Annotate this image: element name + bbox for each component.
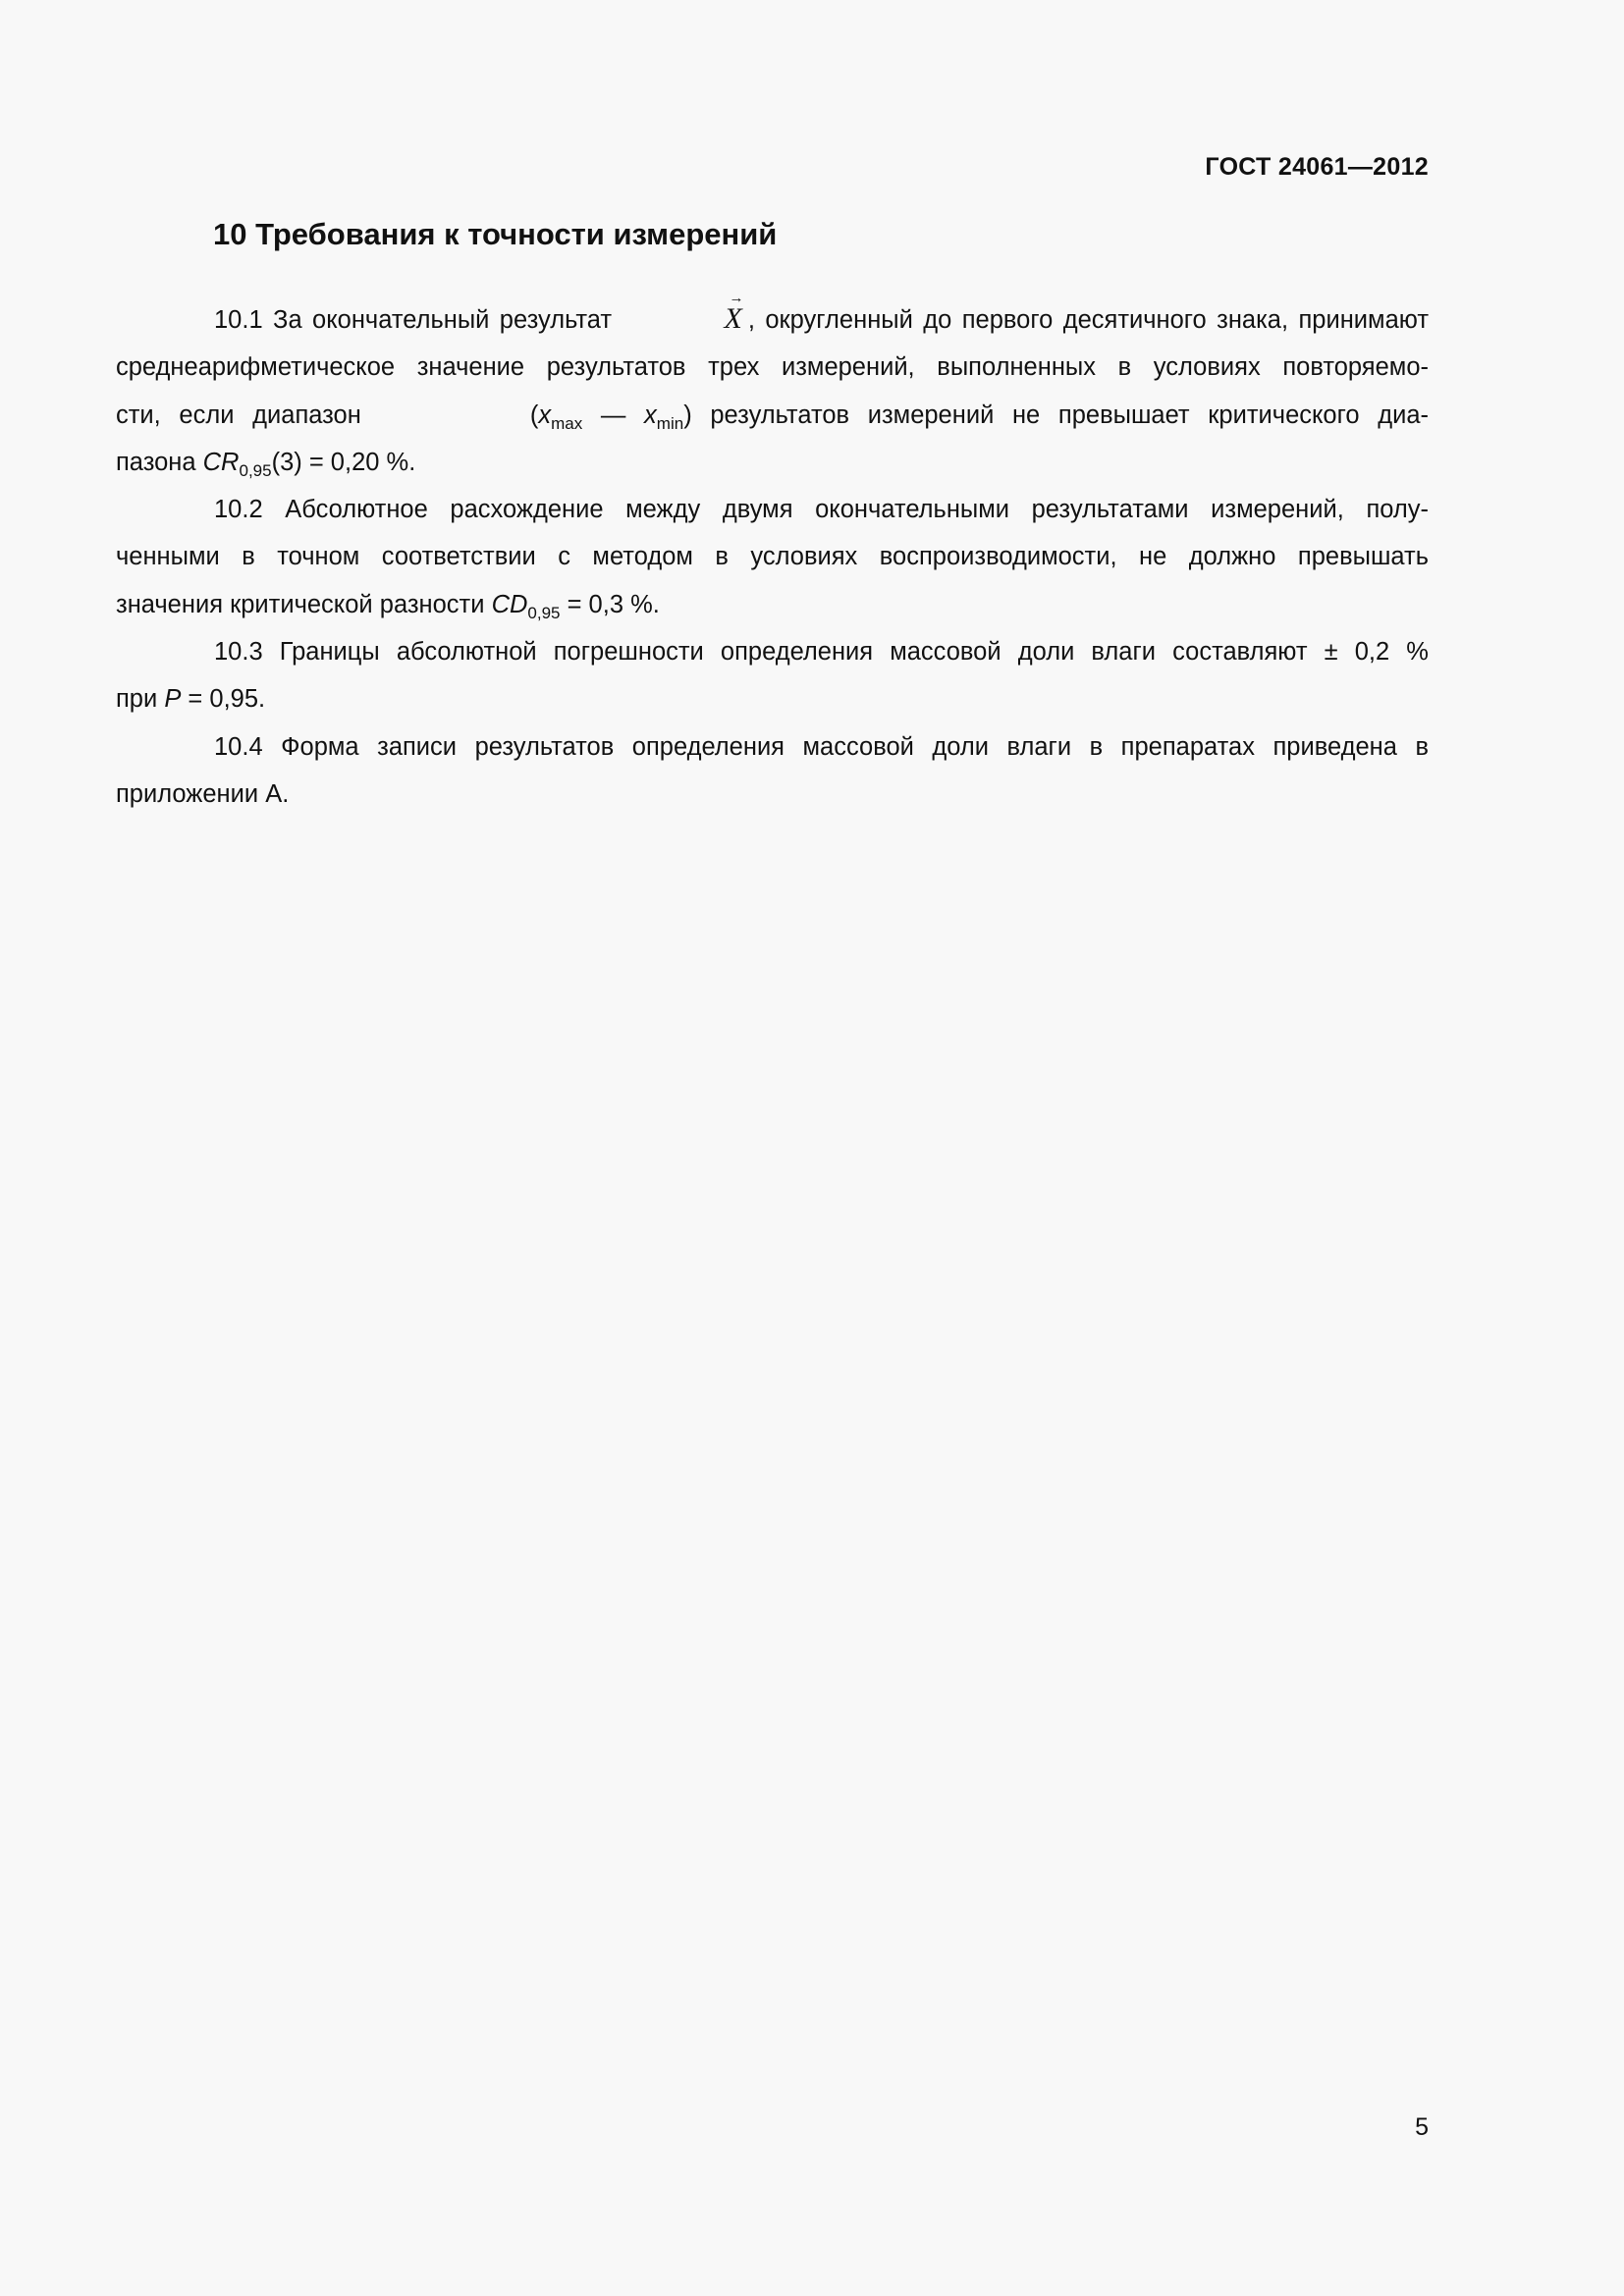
- page-number: 5: [1415, 2113, 1429, 2141]
- paragraph-line: ченными в точном соответствии с методом в условиях воспроизводимости, не должно превышать: [116, 543, 1429, 571]
- paragraph-10-3: [116, 628, 1429, 723]
- paragraph-10-4: [116, 723, 1429, 819]
- subscript-probability: 0,95: [527, 603, 561, 622]
- text-run: пазона: [116, 448, 203, 476]
- variable-p: P: [164, 685, 182, 714]
- paragraph-line: приложении А.: [116, 779, 290, 808]
- text-run: при: [116, 685, 165, 714]
- x-letter: X: [724, 302, 742, 335]
- paragraph-line: среднеарифметическое значение результатов трех измерений, выполненных в условиях повторяемо-: [116, 353, 1429, 382]
- text-run: —: [582, 400, 645, 429]
- paragraph-line: 10.2 Абсолютное расхождение между двумя окончательными результатами измерений, полу-: [214, 496, 1429, 524]
- paragraph-line: [116, 392, 1429, 439]
- text-run: 10.1 За окончательный результат: [214, 306, 623, 334]
- variable-x: x: [538, 400, 552, 429]
- subscript-probability: 0,95: [239, 460, 272, 480]
- text-run: = 0,95.: [181, 685, 266, 714]
- paragraph-line: [116, 291, 1430, 344]
- paragraph-line: [116, 675, 1429, 722]
- subscript-min: min: [656, 413, 684, 433]
- section-title: 10 Требования к точности измерений: [213, 217, 778, 251]
- text-run: , округленный до первого десятичного знака, принимают: [747, 306, 1430, 334]
- paragraph-line: 10.3 Границы абсолютной погрешности определения массовой доли влаги составляют ± 0,2 %: [214, 638, 1429, 667]
- text-run: значения критической разности: [116, 590, 492, 618]
- variable-cd: CD: [491, 590, 528, 618]
- section-body: [116, 291, 1430, 818]
- text-run: ) результатов измерений не превышает критического диа-: [683, 400, 1430, 429]
- variable-cr: CR: [202, 448, 240, 476]
- paragraph-line: [116, 581, 1429, 628]
- variable-x: x: [644, 400, 657, 429]
- standard-code-header: ГОСТ 24061—2012: [1205, 153, 1429, 181]
- paragraph-line: 10.4 Форма записи результатов определения массовой доли влаги в препаратах приведена в: [214, 732, 1429, 761]
- vector-arrow-icon: →: [729, 291, 744, 306]
- paragraph-line: [116, 439, 1429, 486]
- paragraph-10-2: [116, 486, 1429, 628]
- text-run: сти, если диапазон: [116, 400, 361, 429]
- x-bar-symbol: [623, 291, 748, 335]
- text-run: (3) = 0,20 %.: [271, 448, 416, 476]
- text-run: (: [529, 400, 539, 429]
- paragraph-10-1: [116, 291, 1430, 486]
- subscript-max: max: [551, 413, 583, 433]
- text-run: = 0,3 %.: [560, 590, 660, 618]
